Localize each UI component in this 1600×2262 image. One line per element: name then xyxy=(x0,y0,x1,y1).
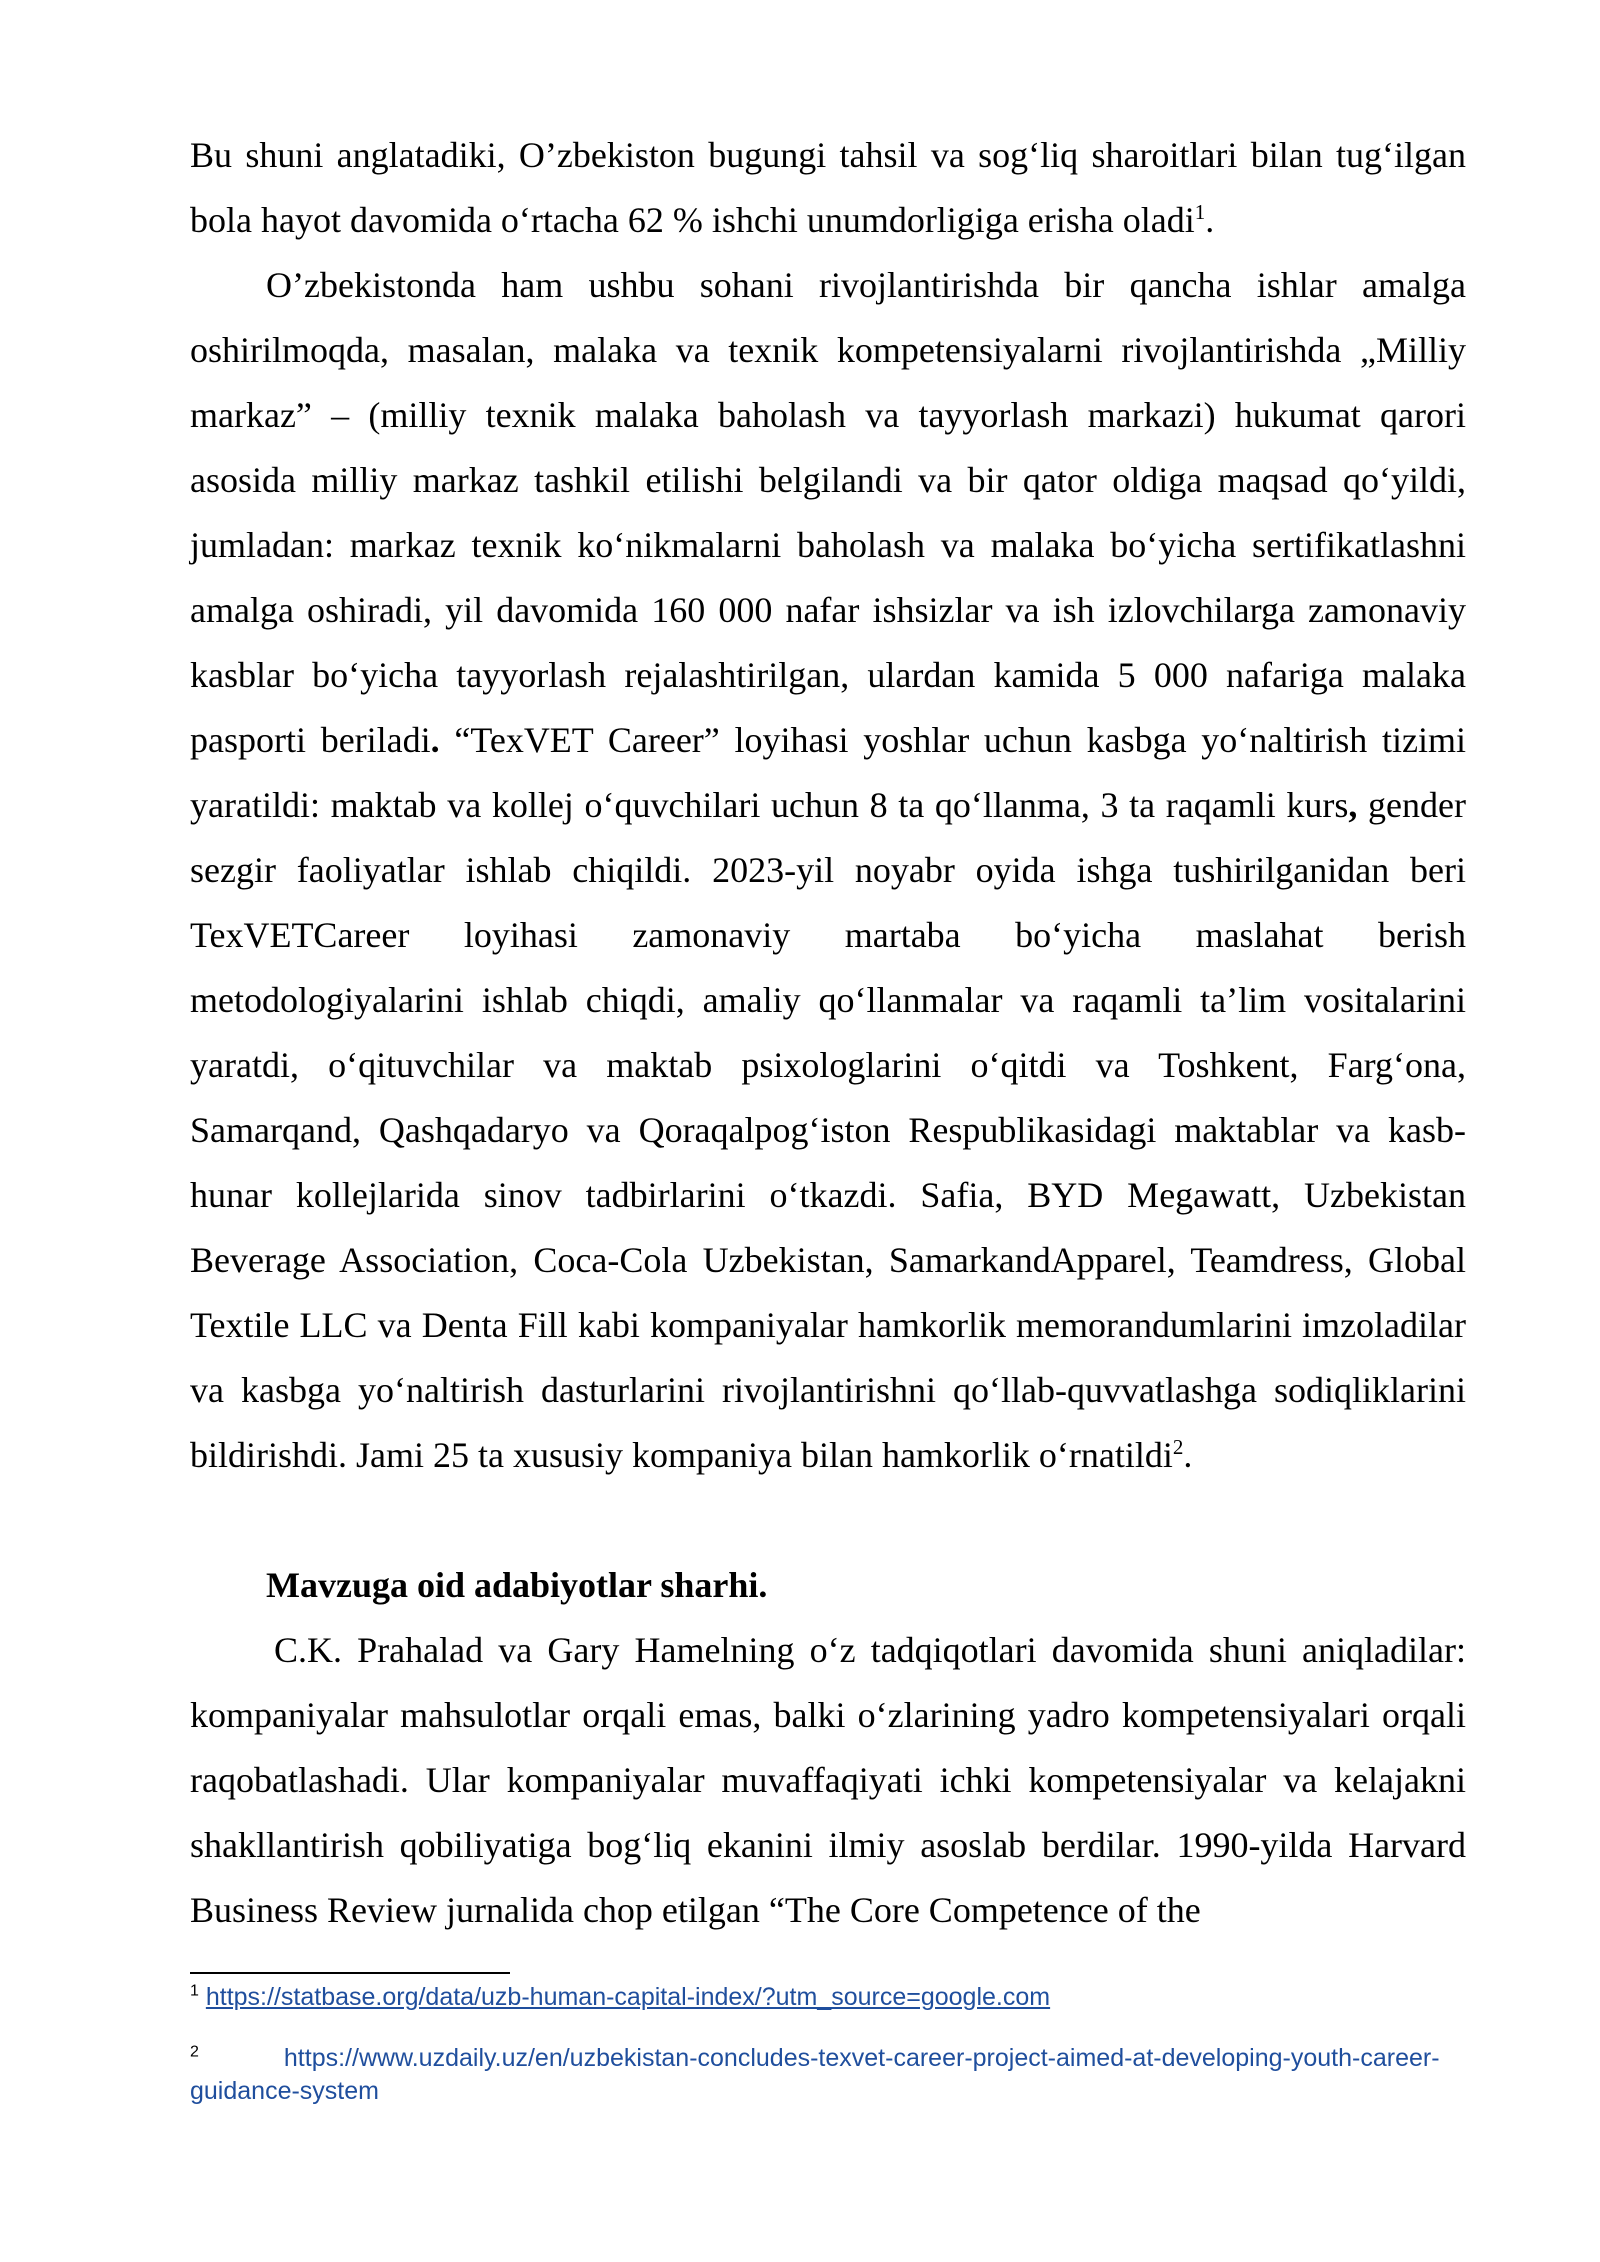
paragraph-life-expectancy xyxy=(190,123,1466,253)
footnote-link[interactable]: https://statbase.org/data/uzb-human-capital-index/?utm_source=google.com xyxy=(205,1983,1051,2011)
footnote-reference-2[interactable]: 2 xyxy=(1172,1435,1184,1459)
bold-comma: , xyxy=(1348,785,1358,825)
paragraph-text: O’zbekistonda ham ushbu sohani rivojlantirishda bir qancha ishlar amalga oshirilmoqda, masalan, malaka va texnik kompetensiyalarni rivojlantirishda „Milliy markaz” – (milliy texnik malaka baholash va tayyorlash markazi) hukumat qarori asosida milliy markaz tashkil etilishi belgilandi va bir qator oldiga maqsad qo‘yildi, jumladan: markaz texnik ko‘nikmalarni baholash va malaka bo‘yicha sertifikatlashni amalga oshiradi, yil davomida 160 000 nafar ishsizlar va ish izlovchilarga zamonaviy kasblar bo‘yicha tayyorlash rejalashtirilgan, ulardan kamida 5 000 nafariga malaka pasporti beriladi xyxy=(190,265,1466,760)
paragraph-text: gender sezgir faoliyatlar ishlab chiqildi. 2023-yil noyabr oyida ishga tushirilganidan beri TexVETCareer loyihasi zamonaviy martaba bo‘yicha maslahat berish metodologiyalarini ishlab chiqdi, amaliy qo‘llanmalar va raqamli ta’lim vositalarini yaratdi, o‘qituvchilar va maktab psixologlarini o‘qitdi va Toshkent, Farg‘ona, Samarqand, Qashqadaryo va Qoraqalpog‘iston Respublikasidagi maktablar va kasb-hunar kollejlarida sinov tadbirlarini o‘tkazdi. Safia, BYD Megawatt, Uzbekistan Beverage Association, Coca-Cola Uzbekistan, SamarkandApparel, Teamdress, Global Textile LLC va Denta Fill kabi kompaniyalar hamkorlik memorandumlarini imzoladilar va kasbga yo‘naltirish dasturlarini rivojlantirishni qo‘llab-quvvatlashga sodiqliklarini bildirishdi. Jami 25 ta xususiy kompaniya bilan hamkorlik o‘rnatildi xyxy=(190,785,1466,1475)
main-text xyxy=(190,123,1466,1943)
footnote-link[interactable]: https://www.uzdaily.uz/en/uzbekistan-concludes-texvet-career-project-aimed-at-developing-youth-career-guidance-system xyxy=(190,2044,1440,2105)
footnote-separator xyxy=(190,1972,510,1974)
section-heading: Mavzuga oid adabiyotlar sharhi. xyxy=(266,1565,768,1605)
footnote-2 xyxy=(190,2042,1466,2108)
footnote-1 xyxy=(190,1981,1466,2014)
footnote-number: 2 xyxy=(190,2043,199,2061)
paragraph-end-punct: . xyxy=(1205,200,1215,240)
footnote-number: 1 xyxy=(190,1982,199,2000)
paragraph-text: C.K. Prahalad va Gary Hamelning o‘z tadqiqotlari davomida shuni aniqladilar: kompaniyalar mahsulotlar orqali emas, balki o‘zlarining yadro kompetensiyalari orqali raqobatlashadi. Ular kompaniyalar muvaffaqiyati ichki kompetensiyalar va kelajakni shakllantirish qobiliyatiga bog‘liq ekanini ilmiy asoslab berdilar. 1990-yilda Harvard Business Review jurnalida chop etilgan “The Core Competence of the xyxy=(190,1630,1466,1930)
paragraph-end-punct: . xyxy=(1183,1435,1193,1475)
paragraph-text: “TexVET Career” loyihasi yoshlar uchun kasbga yo‘naltirish tizimi yaratildi: maktab va kollej o‘quvchilari uchun 8 ta qo‘llanma, 3 ta raqamli kurs xyxy=(190,720,1466,825)
paragraph-literature-review xyxy=(190,1618,1466,1943)
footnote-reference-1[interactable]: 1 xyxy=(1194,200,1206,224)
paragraph-text: Bu shuni anglatadiki, O’zbekiston bugungi tahsil va sog‘liq sharoitlari bilan tug‘ilgan bola hayot davomida o‘rtacha 62 % ishchi unumdorligiga erisha oladi xyxy=(190,135,1466,240)
paragraph-national-center xyxy=(190,253,1466,1488)
bold-period: . xyxy=(430,720,440,760)
